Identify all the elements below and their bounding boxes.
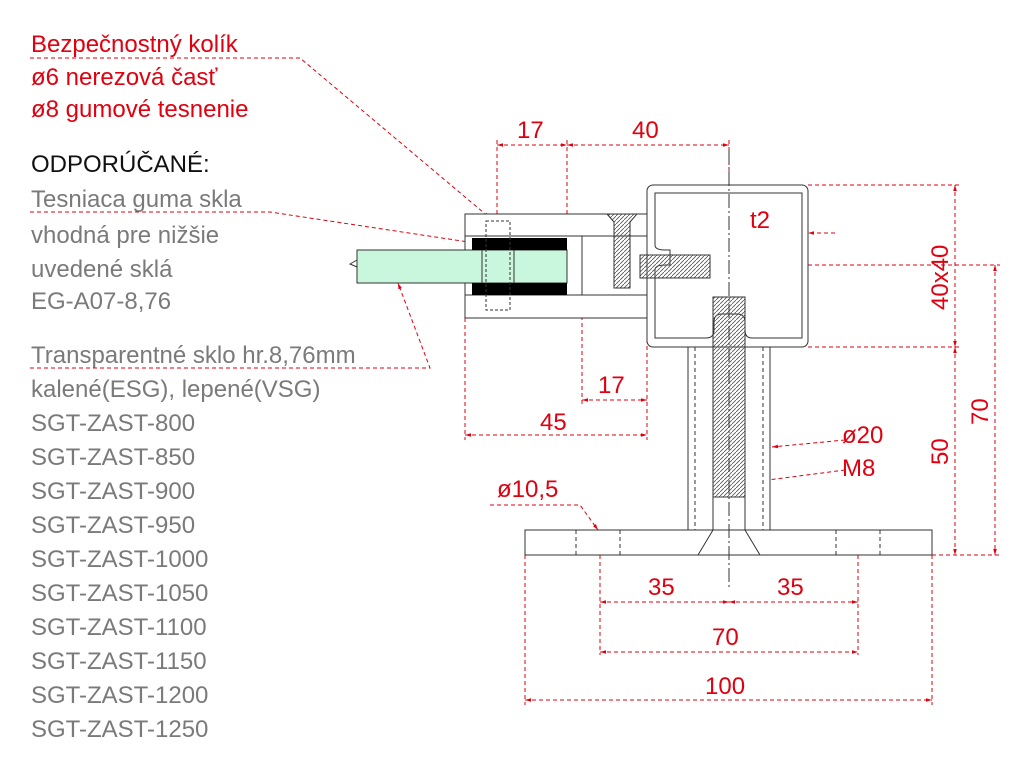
product-item: SGT-ZAST-1050 bbox=[31, 580, 209, 607]
dim-hole-dia: ø10,5 bbox=[497, 476, 559, 503]
product-item: SGT-ZAST-900 bbox=[31, 478, 196, 505]
product-item: SGT-ZAST-1000 bbox=[31, 546, 209, 573]
dim-t2: t2 bbox=[750, 207, 771, 234]
pin-note-2: ø6 nerezová časť bbox=[31, 64, 218, 91]
dim-100: 100 bbox=[705, 673, 746, 700]
product-item: SGT-ZAST-1200 bbox=[31, 682, 209, 709]
rubber-note-1: Tesniaca guma skla bbox=[31, 186, 242, 213]
product-item: SGT-ZAST-850 bbox=[31, 444, 196, 471]
dim-50-height: 50 bbox=[927, 438, 954, 465]
recommended-title: ODPORÚČANÉ: bbox=[31, 151, 210, 178]
dim-70-spacing: 70 bbox=[712, 624, 739, 651]
product-item: SGT-ZAST-1150 bbox=[31, 648, 207, 675]
pin-note-3: ø8 gumové tesnenie bbox=[31, 96, 249, 123]
leader-lines bbox=[30, 58, 1000, 705]
glass-panel bbox=[357, 250, 567, 283]
dim-40x40: 40x40 bbox=[927, 244, 954, 310]
product-item: SGT-ZAST-1100 bbox=[31, 614, 207, 641]
dim-35-right: 35 bbox=[777, 574, 804, 601]
glass-note-2: kalené(ESG), lepené(VSG) bbox=[31, 376, 321, 403]
product-item: SGT-ZAST-1250 bbox=[31, 716, 209, 743]
dim-17-lower: 17 bbox=[598, 372, 625, 399]
horizontal-bolt bbox=[640, 255, 710, 278]
product-item: SGT-ZAST-950 bbox=[31, 512, 196, 539]
glass-note-1: Transparentné sklo hr.8,76mm bbox=[31, 342, 356, 369]
dim-70-height: 70 bbox=[967, 398, 994, 425]
product-item: SGT-ZAST-800 bbox=[31, 410, 196, 437]
pin-note-1: Bezpečnostný kolík bbox=[31, 31, 238, 58]
dim-17-top: 17 bbox=[517, 117, 544, 144]
rubber-note-2: vhodná pre nižšie bbox=[31, 222, 220, 249]
dim-thread: M8 bbox=[842, 455, 876, 482]
rubber-note-4: EG-A07-8,76 bbox=[31, 288, 172, 315]
dim-40-top: 40 bbox=[632, 117, 659, 144]
dim-post-dia: ø20 bbox=[842, 422, 884, 449]
rubber-note-3: uvedené sklá bbox=[31, 256, 173, 283]
dim-45: 45 bbox=[540, 409, 567, 436]
clamp-assembly bbox=[350, 150, 932, 590]
dim-35-left: 35 bbox=[648, 574, 675, 601]
